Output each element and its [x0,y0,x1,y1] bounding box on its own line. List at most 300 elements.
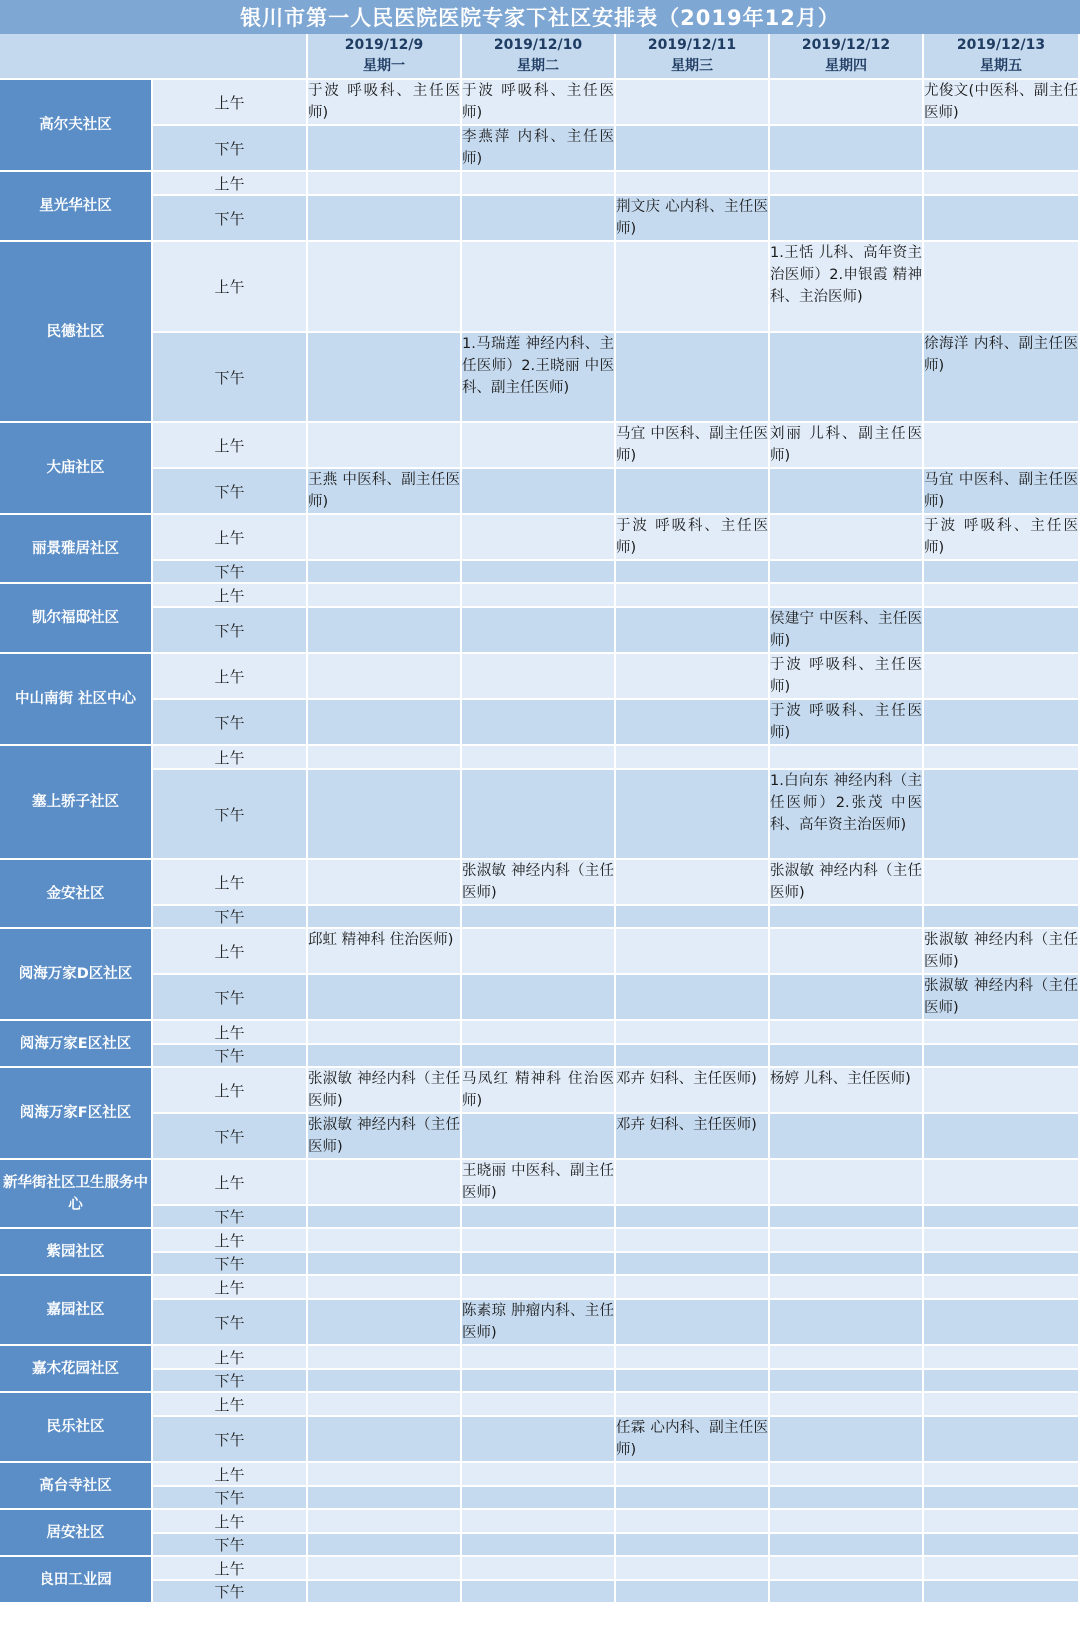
time-slot-am: 上午 [153,423,308,469]
community-name: 大庙社区 [0,423,153,515]
schedule-cell [770,1253,924,1276]
schedule-cell [924,196,1080,242]
time-slot-pm: 下午 [153,906,308,929]
time-slot-pm: 下午 [153,1253,308,1276]
schedule-table [0,34,1080,1604]
schedule-cell [462,1276,616,1300]
schedule-cell [616,1510,770,1534]
schedule-row [0,1206,1080,1229]
schedule-cell [308,906,462,929]
day-header [308,34,462,80]
schedule-cell [770,1160,924,1206]
time-slot-pm: 下午 [153,1370,308,1393]
schedule-cell: 马宜 中医科、副主任医师) [924,469,1080,515]
time-slot-am: 上午 [153,242,308,333]
schedule-cell [308,700,462,746]
schedule-cell [616,929,770,975]
schedule-cell [308,1346,462,1370]
schedule-cell [770,1534,924,1557]
schedule-cell: 于波 呼吸科、主任医师) [616,515,770,561]
schedule-cell [462,1045,616,1068]
schedule-row [0,975,1080,1021]
schedule-cell [924,1463,1080,1487]
schedule-cell [462,608,616,654]
schedule-row [0,1581,1080,1604]
schedule-cell [770,1300,924,1346]
community-name: 民乐社区 [0,1393,153,1463]
schedule-cell [924,1114,1080,1160]
schedule-cell [924,172,1080,196]
schedule-cell: 于波 呼吸科、主任医师) [924,515,1080,561]
community-name: 丽景雅居社区 [0,515,153,584]
day-header [770,34,924,80]
schedule-cell [462,1370,616,1393]
schedule-cell [308,196,462,242]
schedule-cell [308,584,462,608]
schedule-cell [924,584,1080,608]
time-slot-pm: 下午 [153,561,308,584]
schedule-row [0,1229,1080,1253]
schedule-cell: 1.王恬 儿科、高年资主治医师）2.申银霞 精神科、主治医师) [770,242,924,333]
schedule-cell [308,515,462,561]
schedule-cell: 刘丽 儿科、副主任医师) [770,423,924,469]
schedule-row [0,196,1080,242]
schedule-cell [308,1510,462,1534]
community-name: 紫园社区 [0,1229,153,1276]
community-name: 阅海万家F区社区 [0,1068,153,1160]
schedule-cell [924,126,1080,172]
time-slot-pm: 下午 [153,1045,308,1068]
schedule-cell [308,608,462,654]
time-slot-pm: 下午 [153,975,308,1021]
community-name: 新华街社区卫生服务中心 [0,1160,153,1229]
day-date: 2019/12/13 [956,37,1046,53]
schedule-cell: 1.马瑞莲 神经内科、主任医师）2.王晓丽 中医科、副主任医师) [462,333,616,423]
schedule-cell [924,1253,1080,1276]
schedule-cell [616,561,770,584]
schedule-cell [616,1557,770,1581]
schedule-cell [616,1581,770,1604]
schedule-cell: 王晓丽 中医科、副主任医师) [462,1160,616,1206]
schedule-row [0,423,1080,469]
schedule-cell [924,1557,1080,1581]
time-slot-pm: 下午 [153,770,308,860]
schedule-cell [616,469,770,515]
community-name: 凯尔福邸社区 [0,584,153,654]
community-name: 嘉木花园社区 [0,1346,153,1393]
schedule-cell [462,1557,616,1581]
schedule-cell [308,1534,462,1557]
schedule-cell [616,1534,770,1557]
schedule-cell [462,172,616,196]
schedule-cell: 张淑敏 神经内科（主任医师) [770,860,924,906]
schedule-cell [924,1276,1080,1300]
schedule-cell [462,906,616,929]
schedule-cell: 于波 呼吸科、主任医师) [462,80,616,126]
schedule-row [0,654,1080,700]
schedule-cell [770,196,924,242]
day-header [462,34,616,80]
schedule-cell [616,242,770,333]
time-slot-am: 上午 [153,860,308,906]
schedule-cell [770,469,924,515]
schedule-cell [616,1160,770,1206]
time-slot-am: 上午 [153,929,308,975]
time-slot-pm: 下午 [153,333,308,423]
schedule-cell [924,1229,1080,1253]
schedule-cell [462,1021,616,1045]
schedule-cell [616,584,770,608]
schedule-cell [770,1206,924,1229]
schedule-cell [924,561,1080,584]
schedule-cell [462,1510,616,1534]
time-slot-am: 上午 [153,584,308,608]
schedule-cell: 1.白向东 神经内科（主任医师）2.张茂 中医科、高年资主治医师) [770,770,924,860]
schedule-cell [616,975,770,1021]
schedule-row [0,126,1080,172]
schedule-cell [616,172,770,196]
schedule-row [0,1487,1080,1510]
schedule-cell [924,1160,1080,1206]
schedule-cell [924,1393,1080,1417]
time-slot-am: 上午 [153,172,308,196]
schedule-cell [308,126,462,172]
schedule-row [0,1068,1080,1114]
schedule-cell [924,1370,1080,1393]
schedule-cell: 于波 呼吸科、主任医师) [770,654,924,700]
schedule-cell [616,1206,770,1229]
time-slot-am: 上午 [153,1021,308,1045]
day-date: 2019/12/12 [801,37,891,53]
schedule-cell [308,1417,462,1463]
schedule-row [0,700,1080,746]
time-slot-am: 上午 [153,1160,308,1206]
schedule-cell [308,654,462,700]
time-slot-pm: 下午 [153,126,308,172]
time-slot-am: 上午 [153,746,308,770]
schedule-row [0,1510,1080,1534]
schedule-row [0,770,1080,860]
time-slot-am: 上午 [153,1229,308,1253]
schedule-cell [770,1557,924,1581]
schedule-cell [308,1045,462,1068]
community-name: 民德社区 [0,242,153,423]
day-weekday: 星期二 [517,58,559,74]
time-slot-am: 上午 [153,654,308,700]
time-slot-am: 上午 [153,1463,308,1487]
schedule-cell: 张淑敏 神经内科（主任医师) [308,1114,462,1160]
schedule-row [0,1045,1080,1068]
time-slot-am: 上午 [153,1068,308,1114]
schedule-cell [770,584,924,608]
schedule-cell [924,1068,1080,1114]
time-slot-pm: 下午 [153,1417,308,1463]
time-slot-pm: 下午 [153,1300,308,1346]
schedule-row [0,1417,1080,1463]
schedule-row [0,1557,1080,1581]
schedule-cell [770,126,924,172]
schedule-cell [770,746,924,770]
schedule-cell [462,242,616,333]
community-name: 高台寺社区 [0,1463,153,1510]
schedule-cell [770,1581,924,1604]
schedule-cell [616,906,770,929]
schedule-cell [616,126,770,172]
time-slot-pm: 下午 [153,469,308,515]
schedule-row [0,469,1080,515]
time-slot-pm: 下午 [153,1487,308,1510]
schedule-cell [770,1393,924,1417]
schedule-cell [770,1045,924,1068]
schedule-cell [462,700,616,746]
schedule-cell: 马宜 中医科、副主任医师) [616,423,770,469]
schedule-cell [924,860,1080,906]
schedule-cell [770,1417,924,1463]
schedule-cell [308,1300,462,1346]
schedule-cell [770,80,924,126]
schedule-cell [924,700,1080,746]
schedule-cell [462,1114,616,1160]
schedule-cell [924,1417,1080,1463]
schedule-cell [462,1534,616,1557]
time-slot-am: 上午 [153,80,308,126]
schedule-cell [616,654,770,700]
schedule-cell [616,1370,770,1393]
schedule-cell [462,654,616,700]
schedule-cell: 李燕萍 内科、主任医师) [462,126,616,172]
schedule-cell: 张淑敏 神经内科（主任医师) [308,1068,462,1114]
schedule-cell [462,1393,616,1417]
schedule-cell [462,770,616,860]
schedule-cell [924,746,1080,770]
schedule-cell [308,975,462,1021]
schedule-cell [616,1463,770,1487]
schedule-row [0,906,1080,929]
schedule-cell [924,770,1080,860]
day-date: 2019/12/11 [647,37,737,53]
header-corner [0,34,308,80]
schedule-cell [308,746,462,770]
schedule-row [0,860,1080,906]
schedule-cell [924,608,1080,654]
schedule-cell [308,1206,462,1229]
schedule-cell [462,1581,616,1604]
schedule-cell [308,1581,462,1604]
schedule-cell [770,561,924,584]
schedule-cell [924,1487,1080,1510]
schedule-cell [770,1463,924,1487]
schedule-cell: 邱虹 精神科 住治医师) [308,929,462,975]
schedule-cell: 邓卉 妇科、主任医师) [616,1114,770,1160]
time-slot-pm: 下午 [153,1534,308,1557]
schedule-cell [308,860,462,906]
day-header [616,34,770,80]
community-name: 阅海万家D区社区 [0,929,153,1021]
schedule-cell [308,561,462,584]
day-weekday: 星期三 [671,58,713,74]
schedule-row [0,333,1080,423]
schedule-cell: 邓卉 妇科、主任医师) [616,1068,770,1114]
schedule-cell: 侯建宁 中医科、主任医师) [770,608,924,654]
schedule-row [0,1370,1080,1393]
schedule-cell [770,1229,924,1253]
schedule-row [0,1021,1080,1045]
schedule-cell [462,196,616,242]
header-row [0,34,1080,80]
schedule-cell [462,1417,616,1463]
schedule-cell [616,1229,770,1253]
schedule-row [0,80,1080,126]
schedule-cell: 荆文庆 心内科、主任医师) [616,196,770,242]
schedule-cell [616,1021,770,1045]
time-slot-pm: 下午 [153,1581,308,1604]
schedule-cell [308,770,462,860]
schedule-row [0,1300,1080,1346]
schedule-cell [462,469,616,515]
schedule-cell [770,1114,924,1160]
day-weekday: 星期五 [980,58,1022,74]
schedule-cell [462,515,616,561]
schedule-cell [308,1463,462,1487]
schedule-cell [308,1021,462,1045]
schedule-row [0,608,1080,654]
community-name: 居安社区 [0,1510,153,1557]
schedule-cell [924,242,1080,333]
schedule-cell [616,80,770,126]
schedule-cell [308,1393,462,1417]
schedule-cell [924,1300,1080,1346]
schedule-cell: 张淑敏 神经内科（主任医师) [462,860,616,906]
time-slot-pm: 下午 [153,700,308,746]
schedule-cell [616,746,770,770]
time-slot-pm: 下午 [153,196,308,242]
schedule-cell [770,333,924,423]
schedule-cell [924,1510,1080,1534]
schedule-cell [308,423,462,469]
schedule-cell [462,561,616,584]
schedule-row [0,172,1080,196]
time-slot-am: 上午 [153,1393,308,1417]
schedule-row [0,515,1080,561]
schedule-cell [462,1206,616,1229]
schedule-cell: 张淑敏 神经内科（主任医师) [924,929,1080,975]
schedule-cell [924,423,1080,469]
community-name: 良田工业园 [0,1557,153,1604]
schedule-row [0,242,1080,333]
schedule-cell: 于波 呼吸科、主任医师) [770,700,924,746]
schedule-row [0,1253,1080,1276]
schedule-cell [462,975,616,1021]
schedule-cell [616,1276,770,1300]
time-slot-am: 上午 [153,1346,308,1370]
schedule-row [0,746,1080,770]
time-slot-am: 上午 [153,1557,308,1581]
schedule-row [0,1534,1080,1557]
time-slot-am: 上午 [153,515,308,561]
schedule-cell: 陈素琼 肿瘤内科、主任医师) [462,1300,616,1346]
schedule-row [0,1463,1080,1487]
schedule-cell [616,608,770,654]
schedule-row [0,929,1080,975]
schedule-cell [462,1229,616,1253]
schedule-cell [770,906,924,929]
time-slot-am: 上午 [153,1510,308,1534]
schedule-row [0,561,1080,584]
time-slot-pm: 下午 [153,608,308,654]
community-name: 阅海万家E区社区 [0,1021,153,1068]
schedule-cell [924,1581,1080,1604]
schedule-cell [462,1463,616,1487]
schedule-cell [616,860,770,906]
schedule-cell [462,423,616,469]
schedule-cell [924,1206,1080,1229]
community-name: 中山南街 社区中心 [0,654,153,746]
schedule-row [0,1346,1080,1370]
schedule-cell [770,929,924,975]
community-name: 高尔夫社区 [0,80,153,172]
schedule-cell [616,1253,770,1276]
schedule-cell [308,1160,462,1206]
schedule-cell [616,1393,770,1417]
schedule-row [0,1393,1080,1417]
schedule-cell [308,1229,462,1253]
page-title: 银川市第一人民医院医院专家下社区安排表（2019年12月） [0,0,1080,34]
schedule-row [0,584,1080,608]
schedule-cell [462,929,616,975]
community-name: 星光华社区 [0,172,153,242]
schedule-cell: 张淑敏 神经内科（主任医师) [924,975,1080,1021]
schedule-cell [616,770,770,860]
schedule-cell [770,1021,924,1045]
schedule-row [0,1114,1080,1160]
day-header [924,34,1080,80]
schedule-cell [308,1557,462,1581]
schedule-cell [462,1253,616,1276]
schedule-cell: 尤俊文(中医科、副主任医师) [924,80,1080,126]
schedule-row [0,1276,1080,1300]
schedule-cell [770,1346,924,1370]
schedule-cell: 杨婷 儿科、主任医师) [770,1068,924,1114]
schedule-cell [770,1487,924,1510]
schedule-cell [308,333,462,423]
time-slot-am: 上午 [153,1276,308,1300]
schedule-cell [308,172,462,196]
schedule-cell [616,700,770,746]
schedule-cell [616,1346,770,1370]
schedule-cell [924,1534,1080,1557]
schedule-cell [924,1021,1080,1045]
schedule-cell [770,515,924,561]
time-slot-pm: 下午 [153,1114,308,1160]
schedule-cell [616,1045,770,1068]
schedule-cell [308,242,462,333]
schedule-cell [770,172,924,196]
schedule-cell [308,1276,462,1300]
schedule-cell [308,1487,462,1510]
schedule-cell [924,1045,1080,1068]
schedule-cell [462,1346,616,1370]
schedule-cell [924,1346,1080,1370]
schedule-cell [924,906,1080,929]
community-name: 嘉园社区 [0,1276,153,1346]
community-name: 金安社区 [0,860,153,929]
community-name: 塞上骄子社区 [0,746,153,860]
day-weekday: 星期四 [825,58,867,74]
schedule-cell [770,1510,924,1534]
schedule-cell: 徐海洋 内科、副主任医师) [924,333,1080,423]
schedule-cell [770,1276,924,1300]
schedule-cell: 马凤红 精神科 住治医师) [462,1068,616,1114]
